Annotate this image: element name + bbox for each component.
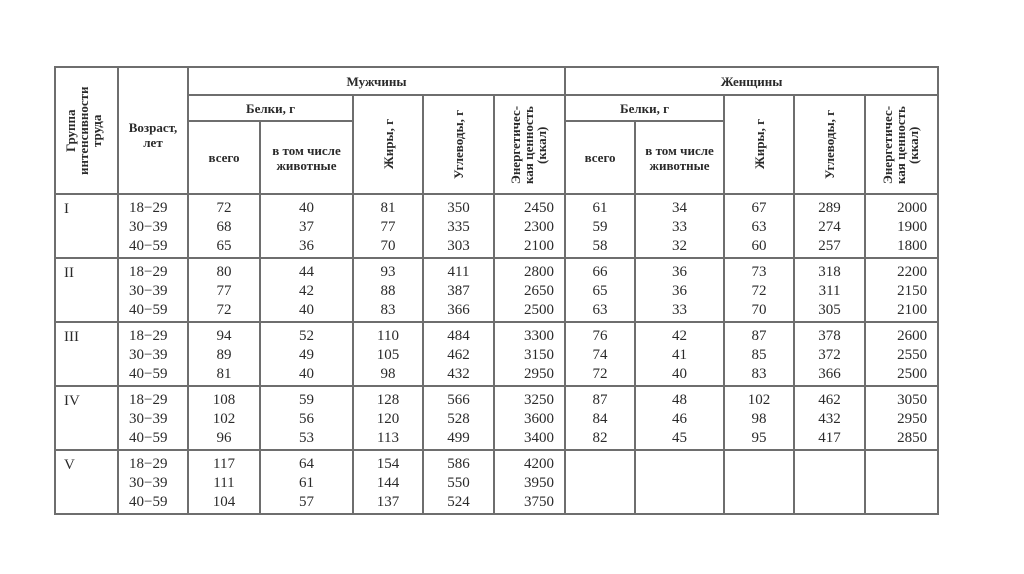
cell-value: 378 [818,328,841,344]
cell-value: 274 [818,219,841,235]
cell-value: 60 [751,238,767,254]
cell-value: 18−29 [129,392,168,408]
cell-value: 350 [447,200,470,216]
cell-value: 3050 [897,392,928,408]
women-carbs-cell [794,194,865,258]
cell-value: 335 [447,219,470,235]
cell-value: 3250 [524,392,555,408]
cell-value: 2950 [524,366,555,382]
cell-value: 72 [592,366,608,382]
cell-value: 72 [216,302,232,318]
cell-value: 37 [299,219,314,235]
cell-value: 81 [380,200,396,216]
cell-value: 3150 [524,347,555,363]
header-age: Возраст, лет [118,67,188,194]
cell-value: 18−29 [129,328,168,344]
cell-value: 550 [447,475,470,491]
table-body [55,194,938,514]
women-carbs-cell [794,450,865,514]
cell-value: 30−39 [129,411,168,427]
group-label: II [55,258,118,322]
cell-value: 305 [818,302,841,318]
cell-value: 63 [592,302,608,318]
cell-value: 2500 [524,302,555,318]
cell-value: 154 [376,456,400,472]
cell-value: 3950 [524,475,555,491]
cell-value: 61 [299,475,314,491]
age-cell [118,386,188,450]
women-fat-cell [724,258,794,322]
cell-value: 64 [299,456,314,472]
cell-value: 2600 [897,328,928,344]
women-animal-cell [635,258,724,322]
cell-value: 32 [672,238,688,254]
cell-value: 87 [592,392,608,408]
cell-value: 102 [747,392,771,408]
cell-value: 3400 [524,430,555,446]
cell-value: 80 [216,264,232,280]
age-cell [118,450,188,514]
cell-value: 33 [672,302,688,318]
cell-value: 36 [299,238,314,254]
cell-value: 48 [672,392,688,408]
cell-value: 68 [216,219,232,235]
cell-value: 59 [299,392,314,408]
cell-value: 65 [592,283,608,299]
cell-value: 40−59 [129,302,168,318]
cell-value: 45 [672,430,688,446]
cell-value: 95 [751,430,767,446]
cell-value: 462 [447,347,470,363]
cell-value: 144 [376,475,400,491]
men-protein-cell [188,450,260,514]
cell-value: 52 [299,328,314,344]
header-women-protein: Белки, г [565,95,724,121]
cell-value: 44 [299,264,314,280]
cell-value: 34 [672,200,688,216]
men-animal-cell [260,450,353,514]
women-carbs-cell [794,322,865,386]
men-animal-cell [260,258,353,322]
women-energy-cell [865,322,938,386]
cell-value: 303 [447,238,470,254]
cell-value: 89 [216,347,232,363]
cell-value: 120 [376,411,400,427]
men-animal-cell [260,194,353,258]
cell-value: 67 [751,200,767,216]
men-carbs-cell [423,386,494,450]
cell-value: 61 [592,200,608,216]
cell-value: 85 [751,347,767,363]
cell-value: 566 [447,392,470,408]
cell-value: 2300 [524,219,555,235]
cell-value: 366 [818,366,841,382]
header-men-protein-total: всего [188,121,260,194]
cell-value: 83 [751,366,767,382]
header-women-protein-animal: в том числе животные [635,121,724,194]
cell-value: 30−39 [129,219,168,235]
cell-value: 88 [380,283,396,299]
cell-value: 417 [818,430,841,446]
men-fat-cell [353,386,423,450]
cell-value: 2150 [897,283,928,299]
cell-value: 108 [212,392,236,408]
women-fat-cell [724,322,794,386]
cell-value: 36 [672,264,688,280]
header-men-protein-animal: в том числе животные [260,121,353,194]
table-row [55,194,938,258]
cell-value: 586 [447,456,470,472]
women-protein-cell [565,258,635,322]
men-fat-cell [353,322,423,386]
header-group: Группа интенсивности труда [55,67,118,194]
cell-value: 81 [216,366,232,382]
cell-value: 18−29 [129,456,168,472]
men-energy-cell [494,258,565,322]
cell-value: 30−39 [129,347,168,363]
cell-value: 40−59 [129,430,168,446]
men-energy-cell [494,322,565,386]
cell-value: 257 [818,238,841,254]
men-fat-cell [353,194,423,258]
cell-value: 411 [447,264,470,280]
women-protein-cell [565,322,635,386]
header-women-fat: Жиры, г [724,95,794,194]
cell-value: 40 [299,200,314,216]
women-animal-cell [635,194,724,258]
cell-value: 1800 [897,238,928,254]
header-men: Мужчины [188,67,565,95]
women-protein-cell [565,450,635,514]
men-animal-cell [260,322,353,386]
cell-value: 84 [592,411,608,427]
cell-value: 72 [216,200,232,216]
cell-value: 432 [447,366,470,382]
cell-value: 30−39 [129,475,168,491]
cell-value: 40 [299,302,314,318]
table-row [55,386,938,450]
cell-value: 36 [672,283,688,299]
cell-value: 110 [377,328,399,344]
cell-value: 462 [818,392,841,408]
men-carbs-cell [423,194,494,258]
cell-value: 77 [380,219,396,235]
header-women-carbs: Углеводы, г [794,95,865,194]
header-men-carbs: Углеводы, г [423,95,494,194]
header-men-energy: Энергетичес-кая ценность (ккал) [494,95,565,194]
men-protein-cell [188,322,260,386]
cell-value: 311 [818,283,841,299]
cell-value: 41 [672,347,688,363]
cell-value: 40−59 [129,366,168,382]
women-animal-cell [635,450,724,514]
women-animal-cell [635,386,724,450]
cell-value: 87 [751,328,767,344]
men-carbs-cell [423,258,494,322]
cell-value: 94 [216,328,232,344]
cell-value: 72 [751,283,767,299]
cell-value: 33 [672,219,688,235]
cell-value: 65 [216,238,232,254]
cell-value: 40−59 [129,494,168,510]
cell-value: 77 [216,283,232,299]
cell-value: 2450 [524,200,555,216]
table-row [55,450,938,514]
men-energy-cell [494,450,565,514]
cell-value: 2950 [897,411,928,427]
header-men-protein: Белки, г [188,95,353,121]
cell-value: 42 [299,283,314,299]
cell-value: 66 [592,264,608,280]
cell-value: 524 [447,494,470,510]
men-animal-cell [260,386,353,450]
cell-value: 58 [592,238,608,254]
cell-value: 74 [592,347,608,363]
cell-value: 318 [818,264,841,280]
women-carbs-cell [794,386,865,450]
cell-value: 2500 [897,366,928,382]
age-cell [118,322,188,386]
cell-value: 70 [380,238,396,254]
women-energy-cell [865,194,938,258]
men-protein-cell [188,386,260,450]
cell-value: 2100 [897,302,928,318]
women-fat-cell [724,194,794,258]
women-energy-cell [865,258,938,322]
cell-value: 73 [751,264,767,280]
cell-value: 2100 [524,238,555,254]
cell-value: 432 [818,411,841,427]
cell-value: 3300 [524,328,555,344]
cell-value: 105 [376,347,400,363]
cell-value: 137 [376,494,400,510]
cell-value: 83 [380,302,396,318]
cell-value: 18−29 [129,200,168,216]
cell-value: 528 [447,411,470,427]
cell-value: 372 [818,347,841,363]
cell-value: 128 [376,392,400,408]
women-animal-cell [635,322,724,386]
cell-value: 42 [672,328,688,344]
men-energy-cell [494,194,565,258]
cell-value: 4200 [524,456,555,472]
women-energy-cell [865,386,938,450]
women-carbs-cell [794,258,865,322]
cell-value: 93 [380,264,396,280]
cell-value: 98 [751,411,767,427]
cell-value: 3750 [524,494,555,510]
cell-value: 117 [213,456,235,472]
men-fat-cell [353,450,423,514]
cell-value: 102 [212,411,236,427]
cell-value: 63 [751,219,767,235]
cell-value: 49 [299,347,314,363]
cell-value: 30−39 [129,283,168,299]
cell-value: 59 [592,219,608,235]
cell-value: 46 [672,411,688,427]
men-fat-cell [353,258,423,322]
group-label: IV [55,386,118,450]
cell-value: 1900 [897,219,928,235]
cell-value: 111 [213,475,235,491]
men-energy-cell [494,386,565,450]
table-row [55,322,938,386]
men-protein-cell [188,194,260,258]
table-row [55,258,938,322]
cell-value: 40 [299,366,314,382]
cell-value: 2200 [897,264,928,280]
group-label: I [55,194,118,258]
cell-value: 18−29 [129,264,168,280]
header-women: Женщины [565,67,938,95]
cell-value: 2850 [897,430,928,446]
cell-value: 289 [818,200,841,216]
cell-value: 2550 [897,347,928,363]
men-carbs-cell [423,450,494,514]
women-fat-cell [724,386,794,450]
cell-value: 40−59 [129,238,168,254]
cell-value: 113 [377,430,399,446]
cell-value: 57 [299,494,314,510]
cell-value: 484 [447,328,470,344]
men-protein-cell [188,258,260,322]
age-cell [118,258,188,322]
cell-value: 76 [592,328,608,344]
header-men-fat: Жиры, г [353,95,423,194]
cell-value: 2650 [524,283,555,299]
cell-value: 366 [447,302,470,318]
women-protein-cell [565,386,635,450]
cell-value: 98 [380,366,396,382]
cell-value: 387 [447,283,470,299]
header-women-energy: Энергетичес-кая ценность (ккал) [865,95,938,194]
cell-value: 2800 [524,264,555,280]
cell-value: 3600 [524,411,555,427]
cell-value: 40 [672,366,688,382]
group-label: III [55,322,118,386]
header-women-protein-total: всего [565,121,635,194]
women-energy-cell [865,450,938,514]
cell-value: 96 [216,430,232,446]
cell-value: 2000 [897,200,928,216]
women-fat-cell [724,450,794,514]
men-carbs-cell [423,322,494,386]
cell-value: 70 [751,302,767,318]
cell-value: 56 [299,411,314,427]
age-cell [118,194,188,258]
cell-value: 82 [592,430,608,446]
cell-value: 53 [299,430,314,446]
women-protein-cell [565,194,635,258]
nutrition-norms-table [54,66,939,515]
cell-value: 104 [212,494,236,510]
cell-value: 499 [447,430,470,446]
group-label: V [55,450,118,514]
